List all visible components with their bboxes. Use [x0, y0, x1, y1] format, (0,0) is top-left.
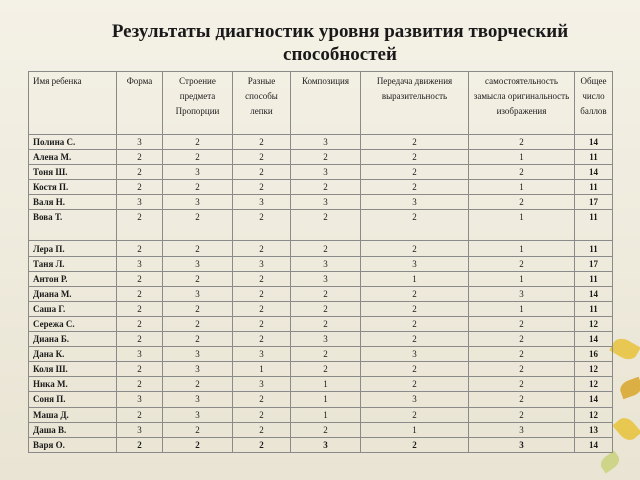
score-cell: 2 — [117, 377, 163, 392]
score-cell: 2 — [163, 271, 233, 286]
score-cell: 3 — [163, 392, 233, 407]
score-cell: 2 — [233, 392, 291, 407]
table-row — [29, 316, 613, 331]
score-cell: 2 — [117, 301, 163, 316]
table-row — [29, 195, 613, 210]
table-row — [29, 256, 613, 271]
score-cell: 3 — [291, 437, 361, 452]
score-cell: 2 — [469, 165, 575, 180]
score-cell: 2 — [361, 362, 469, 377]
score-cell: 2 — [291, 301, 361, 316]
score-cell: 2 — [233, 286, 291, 301]
score-cell: 2 — [117, 271, 163, 286]
header-independence: самостоятельность замысла оригинальность изображения — [469, 72, 575, 135]
child-name: Соня П. — [29, 392, 117, 407]
header-methods: Разные способы лепки — [233, 72, 291, 135]
child-name: Костя П. — [29, 180, 117, 195]
child-name: Дана К. — [29, 347, 117, 362]
table-row — [29, 437, 613, 452]
score-cell: 3 — [291, 256, 361, 271]
score-cell: 2 — [291, 180, 361, 195]
child-name: Валя Н. — [29, 195, 117, 210]
child-name: Лера П. — [29, 241, 117, 256]
score-cell: 2 — [291, 150, 361, 165]
score-cell: 3 — [163, 362, 233, 377]
score-cell: 3 — [163, 286, 233, 301]
score-cell: 1 — [291, 392, 361, 407]
leaf-decoration — [618, 377, 640, 400]
total-score: 11 — [575, 180, 613, 195]
score-cell: 2 — [233, 437, 291, 452]
score-cell: 2 — [291, 241, 361, 256]
score-cell: 1 — [469, 210, 575, 241]
score-cell: 3 — [117, 256, 163, 271]
score-cell: 2 — [361, 286, 469, 301]
leaf-decoration — [609, 335, 640, 364]
header-structure: Строение предмета Пропорции — [163, 72, 233, 135]
table-row — [29, 241, 613, 256]
score-cell: 2 — [469, 377, 575, 392]
score-cell: 2 — [117, 437, 163, 452]
total-score: 16 — [575, 347, 613, 362]
table-header-row — [29, 72, 613, 135]
total-score: 12 — [575, 316, 613, 331]
score-cell: 2 — [469, 407, 575, 422]
score-cell: 2 — [233, 407, 291, 422]
score-cell: 2 — [117, 150, 163, 165]
total-score: 12 — [575, 407, 613, 422]
total-score: 14 — [575, 332, 613, 347]
score-cell: 3 — [233, 377, 291, 392]
score-cell: 3 — [469, 286, 575, 301]
table-row — [29, 135, 613, 150]
score-cell: 3 — [291, 332, 361, 347]
score-cell: 3 — [163, 165, 233, 180]
score-cell: 1 — [469, 241, 575, 256]
score-cell: 2 — [469, 362, 575, 377]
total-score: 11 — [575, 271, 613, 286]
score-cell: 2 — [233, 135, 291, 150]
score-cell: 3 — [361, 195, 469, 210]
header-name: Имя ребенка — [29, 72, 117, 135]
score-cell: 3 — [361, 347, 469, 362]
score-cell: 2 — [469, 392, 575, 407]
total-score: 14 — [575, 165, 613, 180]
child-name: Диана М. — [29, 286, 117, 301]
score-cell: 2 — [163, 210, 233, 241]
score-cell: 2 — [361, 301, 469, 316]
score-cell: 2 — [469, 347, 575, 362]
table-row — [29, 407, 613, 422]
score-cell: 2 — [469, 195, 575, 210]
score-cell: 3 — [117, 135, 163, 150]
child-name: Сережа С. — [29, 316, 117, 331]
score-cell: 1 — [233, 362, 291, 377]
score-cell: 2 — [361, 316, 469, 331]
score-cell: 2 — [361, 150, 469, 165]
score-cell: 2 — [163, 332, 233, 347]
score-cell: 3 — [291, 195, 361, 210]
score-cell: 3 — [469, 437, 575, 452]
table-row — [29, 392, 613, 407]
score-cell: 3 — [117, 347, 163, 362]
score-cell: 2 — [233, 271, 291, 286]
score-cell: 1 — [291, 407, 361, 422]
child-name: Ника М. — [29, 377, 117, 392]
table-row — [29, 180, 613, 195]
total-score: 17 — [575, 256, 613, 271]
score-cell: 3 — [291, 135, 361, 150]
score-cell: 3 — [117, 422, 163, 437]
total-score: 11 — [575, 150, 613, 165]
child-name: Саша Г. — [29, 301, 117, 316]
score-cell: 2 — [361, 165, 469, 180]
header-movement: Передача движения выразительность — [361, 72, 469, 135]
score-cell: 2 — [233, 332, 291, 347]
score-cell: 3 — [233, 347, 291, 362]
total-score: 13 — [575, 422, 613, 437]
score-cell: 2 — [233, 301, 291, 316]
score-cell: 2 — [291, 422, 361, 437]
leaf-decoration — [598, 451, 622, 474]
score-cell: 2 — [163, 150, 233, 165]
score-cell: 2 — [163, 301, 233, 316]
score-cell: 2 — [117, 180, 163, 195]
score-cell: 2 — [163, 316, 233, 331]
child-name: Вова Т. — [29, 210, 117, 241]
score-cell: 2 — [233, 210, 291, 241]
score-cell: 2 — [361, 210, 469, 241]
score-cell: 2 — [233, 422, 291, 437]
child-name: Таня Л. — [29, 256, 117, 271]
table-row — [29, 301, 613, 316]
score-cell: 2 — [117, 210, 163, 241]
table-row — [29, 286, 613, 301]
table-row — [29, 332, 613, 347]
score-cell: 3 — [361, 392, 469, 407]
score-cell: 2 — [233, 241, 291, 256]
child-name: Антон Р. — [29, 271, 117, 286]
total-score: 11 — [575, 241, 613, 256]
page-title: Результаты диагностик уровня развития творческий способностей — [111, 21, 569, 65]
table-row — [29, 362, 613, 377]
total-score: 14 — [575, 286, 613, 301]
score-cell: 2 — [163, 377, 233, 392]
table-row — [29, 347, 613, 362]
score-cell: 3 — [233, 256, 291, 271]
table-row — [29, 210, 613, 241]
leaf-decoration — [612, 414, 640, 444]
score-cell: 3 — [291, 271, 361, 286]
table-row — [29, 150, 613, 165]
score-cell: 2 — [291, 316, 361, 331]
total-score: 11 — [575, 301, 613, 316]
score-cell: 2 — [469, 256, 575, 271]
score-cell: 2 — [469, 135, 575, 150]
score-cell: 3 — [361, 256, 469, 271]
table-row — [29, 165, 613, 180]
score-cell: 1 — [291, 377, 361, 392]
score-cell: 2 — [469, 316, 575, 331]
table-row — [29, 422, 613, 437]
score-cell: 2 — [117, 332, 163, 347]
total-score: 11 — [575, 210, 613, 241]
table-row — [29, 271, 613, 286]
child-name: Коля Ш. — [29, 362, 117, 377]
score-cell: 2 — [291, 286, 361, 301]
total-score: 14 — [575, 437, 613, 452]
child-name: Даша В. — [29, 422, 117, 437]
results-table — [28, 71, 613, 453]
total-score: 12 — [575, 377, 613, 392]
score-cell: 2 — [233, 150, 291, 165]
score-cell: 2 — [361, 407, 469, 422]
score-cell: 3 — [163, 195, 233, 210]
score-cell: 1 — [469, 271, 575, 286]
score-cell: 2 — [117, 407, 163, 422]
score-cell: 3 — [117, 195, 163, 210]
score-cell: 2 — [361, 332, 469, 347]
score-cell: 2 — [233, 180, 291, 195]
score-cell: 2 — [469, 332, 575, 347]
total-score: 14 — [575, 135, 613, 150]
score-cell: 2 — [291, 362, 361, 377]
score-cell: 3 — [233, 195, 291, 210]
score-cell: 2 — [163, 180, 233, 195]
score-cell: 2 — [361, 135, 469, 150]
score-cell: 2 — [291, 347, 361, 362]
score-cell: 1 — [469, 150, 575, 165]
score-cell: 2 — [233, 165, 291, 180]
score-cell: 2 — [117, 316, 163, 331]
score-cell: 2 — [361, 180, 469, 195]
score-cell: 1 — [361, 271, 469, 286]
total-score: 14 — [575, 392, 613, 407]
score-cell: 3 — [291, 165, 361, 180]
table-row — [29, 377, 613, 392]
score-cell: 2 — [117, 362, 163, 377]
score-cell: 1 — [469, 180, 575, 195]
score-cell: 2 — [163, 422, 233, 437]
child-name: Маша Д. — [29, 407, 117, 422]
score-cell: 2 — [163, 437, 233, 452]
score-cell: 2 — [361, 377, 469, 392]
child-name: Полина С. — [29, 135, 117, 150]
total-score: 17 — [575, 195, 613, 210]
child-name: Диана Б. — [29, 332, 117, 347]
child-name: Алена М. — [29, 150, 117, 165]
score-cell: 2 — [291, 210, 361, 241]
score-cell: 3 — [163, 256, 233, 271]
child-name: Варя О. — [29, 437, 117, 452]
header-form: Форма — [117, 72, 163, 135]
score-cell: 2 — [117, 286, 163, 301]
total-score: 12 — [575, 362, 613, 377]
score-cell: 3 — [117, 392, 163, 407]
score-cell: 1 — [361, 422, 469, 437]
score-cell: 2 — [117, 165, 163, 180]
header-total: Общее число баллов — [575, 72, 613, 135]
score-cell: 3 — [163, 407, 233, 422]
score-cell: 2 — [163, 135, 233, 150]
score-cell: 2 — [361, 241, 469, 256]
child-name: Тоня Ш. — [29, 165, 117, 180]
score-cell: 3 — [469, 422, 575, 437]
score-cell: 2 — [163, 241, 233, 256]
header-composition: Композиция — [291, 72, 361, 135]
score-cell: 2 — [361, 437, 469, 452]
score-cell: 2 — [233, 316, 291, 331]
score-cell: 3 — [163, 347, 233, 362]
score-cell: 1 — [469, 301, 575, 316]
score-cell: 2 — [117, 241, 163, 256]
